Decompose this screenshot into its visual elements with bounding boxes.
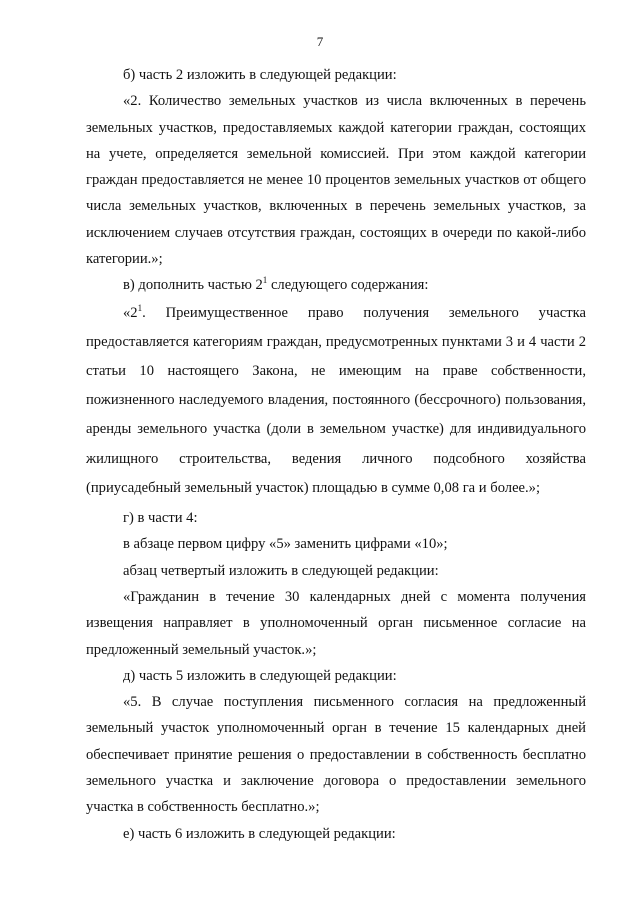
paragraph-part-2-1-text (86, 299, 586, 503)
superscript-1: 1 (262, 275, 268, 286)
paragraph-part-5-text: «5. В случае поступления письменного согласия на предложенный земельный участок уполномоченный орган в течение 15 календарных дней обеспечивает принятие решения о предоставлении в собственность бесплатно земельного участка и заключение договора о предоставлении земельного участка в собственность бесплатно.»; (86, 694, 586, 816)
document-body (86, 62, 586, 847)
paragraph-item-d: д) часть 5 изложить в следующей редакции: (123, 667, 397, 684)
paragraph-item-e: е) часть 6 изложить в следующей редакции: (123, 825, 396, 842)
paragraph-citizen-text: «Гражданин в течение 30 календарных дней с момента получения извещения направляет в уполномоченный орган письменное согласие на предложенный земельный участок.»; (86, 588, 586, 658)
paragraph-item-g: г) в части 4: (123, 510, 198, 527)
paragraph-item-v (86, 272, 586, 298)
page-number: 7 (316, 34, 324, 49)
superscript-1: 1 (137, 302, 143, 313)
paragraph-item-b: б) часть 2 изложить в следующей редакции: (123, 67, 397, 83)
paragraph-item-v-start: в) дополнить частью 2 (123, 277, 263, 294)
paragraph-item-v-end: следующего содержания: (267, 277, 429, 294)
paragraph-fourth-abzac: абзац четвертый изложить в следующей редакции: (123, 562, 439, 579)
paragraph-part-2-text: «2. Количество земельных участков из числа включенных в перечень земельных участков, предоставляемых каждой категории граждан, состоящих на учете, определяется земельной комиссией. При этом каждой категории граждан предоставляется не менее 10 процентов земельных участков от общего числа земельных участков, включенных в перечень земельных участков, за исключением случаев отсутствия граждан, состоящих в очереди по какой-либо категории.»; (86, 93, 586, 268)
paragraph-first-abzac: в абзаце первом цифру «5» заменить цифрами «10»; (123, 536, 448, 553)
paragraph-part-2-1-end: . Преимущественное право получения земельного участка предоставляется категориям граждан, предусмотренных пунктами 3 и 4 части 2 статьи 10 настоящего Закона, не имеющим на праве собственности, пожизненного наследуемого владения, постоянного (бессрочного) пользования, аренды земельного участка (доли в земельном участке) для индивидуального жилищного строительства, ведения личного подсобного хозяйства (приусадебный земельный участок) площадью в сумме 0,08 га и более.»; (86, 304, 586, 496)
paragraph-part-2-1-start: «2 (123, 304, 138, 321)
